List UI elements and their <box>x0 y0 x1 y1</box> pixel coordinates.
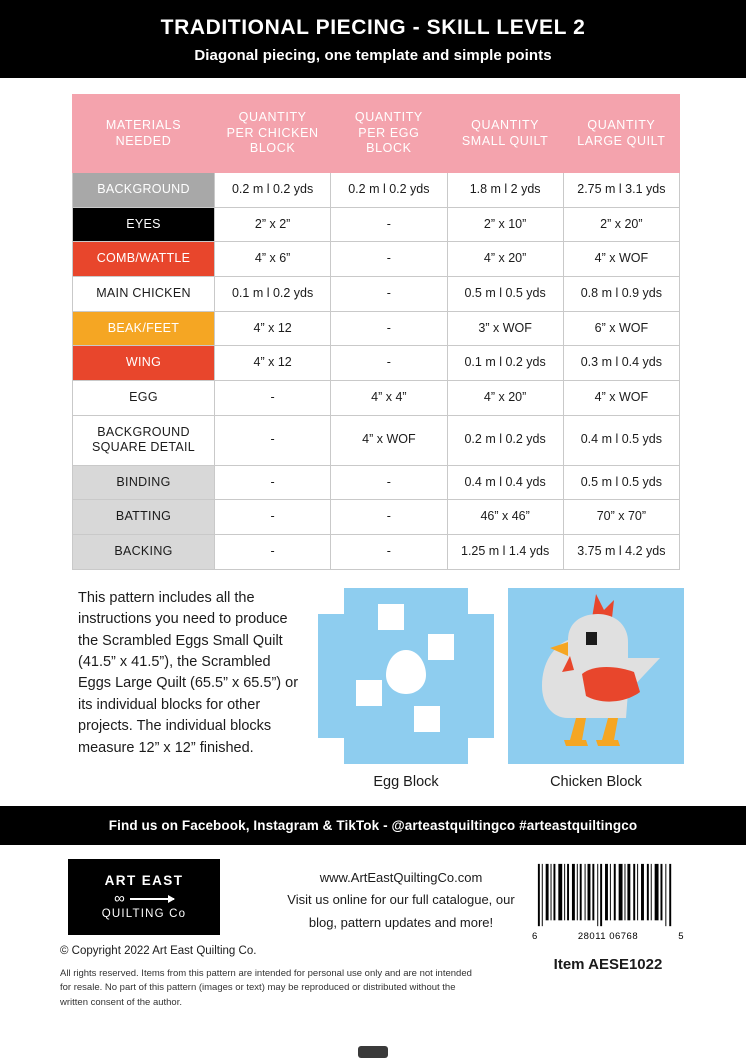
barcode-digit-mid: 28011 06768 <box>577 930 639 942</box>
egg-block-image <box>318 588 494 764</box>
cell-small: 0.5 m l 0.5 yds <box>447 277 563 312</box>
barcode-digit-right: 5 <box>678 930 684 942</box>
cell-chicken: - <box>215 535 331 570</box>
row-label-batting: BATTING <box>73 500 215 535</box>
footer-middle <box>282 859 520 1011</box>
tagline-line-1: Visit us online for our full catalogue, our <box>287 892 515 908</box>
cell-small: 0.1 m l 0.2 yds <box>447 346 563 381</box>
cell-large: 70” x 70” <box>563 500 679 535</box>
row-label-backing: BACKING <box>73 535 215 570</box>
row-label-wing: WING <box>73 346 215 381</box>
cell-egg: - <box>331 311 447 346</box>
arrow-icon <box>130 898 174 900</box>
page-title: TRADITIONAL PIECING - SKILL LEVEL 2 <box>160 16 586 39</box>
cell-egg: - <box>331 535 447 570</box>
cell-egg: 4” x 4” <box>331 380 447 415</box>
cell-small: 0.4 m l 0.4 yds <box>447 465 563 500</box>
table-row <box>73 465 680 500</box>
pattern-description: This pattern includes all the instructions you need to produce the Scrambled Eggs Small Quilt (41.5” x 41.5”), the Scrambled Eggs Large Quilt (65.5” x 65.5”) or its individual blocks for other projects. The individual blocks measure 12” x 12” finished. <box>78 589 299 756</box>
logo-mark <box>114 891 174 906</box>
page-subtitle: Diagonal piecing, one template and simple points <box>194 47 552 65</box>
cell-egg: 4” x WOF <box>331 415 447 465</box>
block-illustrations <box>318 586 684 790</box>
table-row <box>73 346 680 381</box>
chicken-block-column <box>508 588 684 790</box>
chicken-block-image <box>508 588 684 764</box>
table-row <box>73 173 680 208</box>
table-row <box>73 242 680 277</box>
cell-small: 2” x 10” <box>447 207 563 242</box>
footer <box>0 845 746 1011</box>
logo-top-text: ART EAST <box>104 873 184 889</box>
cell-small: 4” x 20” <box>447 380 563 415</box>
cell-large: 2” x 20” <box>563 207 679 242</box>
cell-large: 0.3 m l 0.4 yds <box>563 346 679 381</box>
social-banner: Find us on Facebook, Instagram & TikTok - @arteastquiltingco #arteastquiltingco <box>0 806 746 845</box>
table-row <box>73 500 680 535</box>
column-header-materials: MATERIALS NEEDED <box>73 95 215 173</box>
cell-large: 0.4 m l 0.5 yds <box>563 415 679 465</box>
row-label-comb-wattle: COMB/WATTLE <box>73 242 215 277</box>
cell-chicken: - <box>215 465 331 500</box>
cell-chicken: 2” x 2” <box>215 207 331 242</box>
cell-small: 4” x 20” <box>447 242 563 277</box>
barcode-digit-left: 6 <box>532 930 538 942</box>
column-header-small-quilt: QUANTITY SMALL QUILT <box>447 95 563 173</box>
cell-egg: - <box>331 242 447 277</box>
egg-block-column <box>318 588 494 790</box>
infinity-icon: ∞ <box>114 890 125 908</box>
row-label-main-chicken: MAIN CHICKEN <box>73 277 215 312</box>
cell-chicken: 0.1 m l 0.2 yds <box>215 277 331 312</box>
egg-block-svg <box>318 588 494 764</box>
barcode-digits <box>530 931 686 942</box>
table-row <box>73 415 680 465</box>
cell-egg: - <box>331 277 447 312</box>
cell-large: 2.75 m l 3.1 yds <box>563 173 679 208</box>
cell-large: 0.5 m l 0.5 yds <box>563 465 679 500</box>
table-row <box>73 311 680 346</box>
cell-chicken: 4” x 6” <box>215 242 331 277</box>
cell-egg: 0.2 m l 0.2 yds <box>331 173 447 208</box>
cell-large: 4” x WOF <box>563 242 679 277</box>
cell-small: 46” x 46” <box>447 500 563 535</box>
egg-block-caption: Egg Block <box>373 773 439 790</box>
row-label-background: BACKGROUND <box>73 173 215 208</box>
column-header-large-quilt: QUANTITY LARGE QUILT <box>563 95 679 173</box>
website-url[interactable]: www.ArtEastQuiltingCo.com <box>319 869 483 885</box>
copyright-line: © Copyright 2022 Art East Quilting Co. <box>60 944 257 957</box>
table-head <box>73 95 680 173</box>
brand-logo <box>68 859 220 935</box>
page-bottom-tab <box>358 1046 388 1058</box>
cell-large: 4” x WOF <box>563 380 679 415</box>
cell-small: 3” x WOF <box>447 311 563 346</box>
row-label-background-square-detail: BACKGROUND SQUARE DETAIL <box>73 415 215 465</box>
cell-chicken: 4” x 12 <box>215 346 331 381</box>
cell-small: 1.8 m l 2 yds <box>447 173 563 208</box>
table-row <box>73 535 680 570</box>
table-header-row <box>73 95 680 173</box>
cell-chicken: - <box>215 380 331 415</box>
cell-large: 0.8 m l 0.9 yds <box>563 277 679 312</box>
cell-chicken: - <box>215 500 331 535</box>
logo-bottom-text: QUILTING Co <box>101 908 187 921</box>
cell-small: 1.25 m l 1.4 yds <box>447 535 563 570</box>
materials-table-wrapper <box>0 78 746 570</box>
item-code: Item AESE1022 <box>553 955 663 973</box>
table-row <box>73 207 680 242</box>
header-banner <box>0 0 746 78</box>
chicken-block-caption: Chicken Block <box>550 773 642 790</box>
row-label-beak-feet: BEAK/FEET <box>73 311 215 346</box>
cell-egg: - <box>331 207 447 242</box>
cell-egg: - <box>331 500 447 535</box>
tagline-line-2: blog, pattern updates and more! <box>308 915 494 931</box>
cell-chicken: - <box>215 415 331 465</box>
cell-large: 3.75 m l 4.2 yds <box>563 535 679 570</box>
cell-chicken: 0.2 m l 0.2 yds <box>215 173 331 208</box>
cell-egg: - <box>331 465 447 500</box>
chicken-block-svg <box>508 588 684 764</box>
cell-egg: - <box>331 346 447 381</box>
cell-large: 6” x WOF <box>563 311 679 346</box>
description-and-blocks <box>0 570 746 790</box>
row-label-binding: BINDING <box>73 465 215 500</box>
row-label-eyes: EYES <box>73 207 215 242</box>
table-body <box>73 173 680 570</box>
materials-table <box>72 94 680 570</box>
footer-right <box>530 859 686 1011</box>
table-row <box>73 380 680 415</box>
table-row <box>73 277 680 312</box>
column-header-per-egg-block: QUANTITY PER EGG BLOCK <box>331 95 447 173</box>
cell-chicken: 4” x 12 <box>215 311 331 346</box>
legal-text: All rights reserved. Items from this pattern are intended for personal use only and are not intended for resale. No part of this pattern (images or text) may be reproduced or distributed without the written consent of the author. <box>60 967 472 1009</box>
row-label-egg: EGG <box>73 380 215 415</box>
barcode-icon <box>530 859 682 933</box>
column-header-per-chicken-block: QUANTITY PER CHICKEN BLOCK <box>215 95 331 173</box>
cell-small: 0.2 m l 0.2 yds <box>447 415 563 465</box>
